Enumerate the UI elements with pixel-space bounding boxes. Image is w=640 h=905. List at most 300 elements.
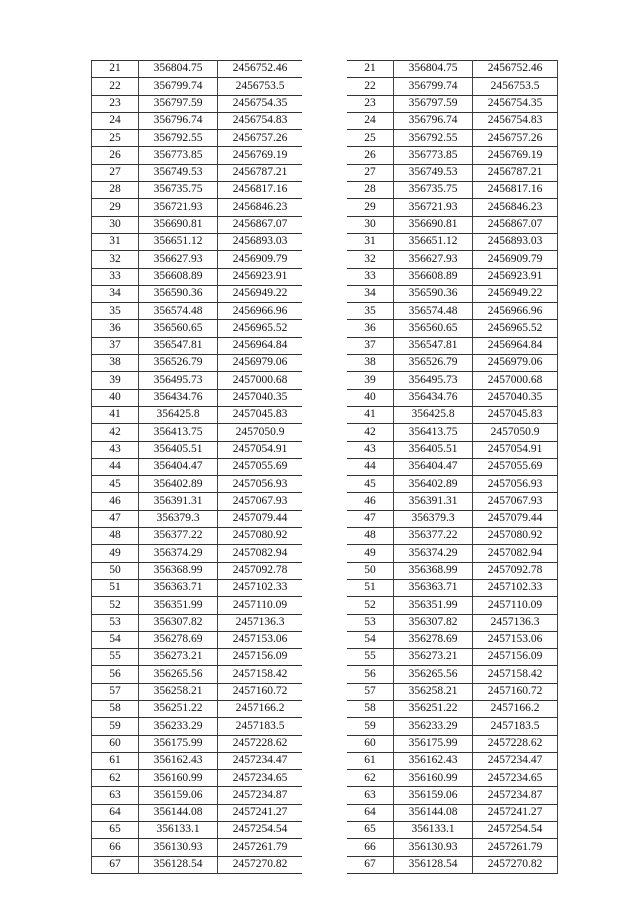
x-coordinate-cell: 356735.75 (139, 182, 218, 199)
y-coordinate-cell: 2456754.83 (218, 112, 303, 129)
table-row (347, 424, 558, 441)
point-number-cell: 62 (92, 770, 139, 787)
x-coordinate-cell: 356133.1 (139, 822, 218, 839)
y-coordinate-cell: 2456867.07 (473, 216, 558, 233)
x-coordinate-cell: 356608.89 (139, 268, 218, 285)
table-row (92, 597, 303, 614)
table-row (347, 61, 558, 78)
point-number-cell: 58 (92, 700, 139, 717)
table-row (347, 493, 558, 510)
point-number-cell: 22 (347, 78, 394, 95)
y-coordinate-cell: 2457234.65 (473, 770, 558, 787)
x-coordinate-cell: 356128.54 (394, 856, 473, 873)
x-coordinate-cell: 356804.75 (139, 61, 218, 78)
x-coordinate-cell: 356233.29 (394, 718, 473, 735)
y-coordinate-cell: 2457040.35 (218, 389, 303, 406)
x-coordinate-cell: 356735.75 (394, 182, 473, 199)
table-row (92, 182, 303, 199)
point-number-cell: 41 (347, 406, 394, 423)
x-coordinate-cell: 356374.29 (139, 545, 218, 562)
table-row (92, 164, 303, 181)
table-row (92, 649, 303, 666)
x-coordinate-cell: 356391.31 (394, 493, 473, 510)
table-row (347, 804, 558, 821)
point-number-cell: 36 (347, 320, 394, 337)
table-row (92, 476, 303, 493)
y-coordinate-cell: 2456923.91 (473, 268, 558, 285)
point-number-cell: 49 (347, 545, 394, 562)
table-row (92, 372, 303, 389)
table-row (92, 700, 303, 717)
table-row (92, 579, 303, 596)
x-coordinate-cell: 356273.21 (394, 649, 473, 666)
table-row (92, 839, 303, 856)
table-row (347, 251, 558, 268)
point-number-cell: 27 (92, 164, 139, 181)
x-coordinate-cell: 356495.73 (394, 372, 473, 389)
table-row (347, 770, 558, 787)
point-number-cell: 66 (92, 839, 139, 856)
x-coordinate-cell: 356160.99 (139, 770, 218, 787)
y-coordinate-cell: 2457067.93 (473, 493, 558, 510)
table-row (92, 545, 303, 562)
table-row (92, 147, 303, 164)
table-row (347, 631, 558, 648)
y-coordinate-cell: 2456787.21 (473, 164, 558, 181)
table-row (347, 545, 558, 562)
y-coordinate-cell: 2457228.62 (473, 735, 558, 752)
x-coordinate-cell: 356278.69 (139, 631, 218, 648)
table-row (347, 268, 558, 285)
point-number-cell: 25 (92, 130, 139, 147)
y-coordinate-cell: 2456965.52 (473, 320, 558, 337)
point-number-cell: 41 (92, 406, 139, 423)
table-row (92, 199, 303, 216)
table-row (347, 614, 558, 631)
point-number-cell: 53 (92, 614, 139, 631)
x-coordinate-cell: 356363.71 (139, 579, 218, 596)
x-coordinate-cell: 356130.93 (394, 839, 473, 856)
table-row (92, 389, 303, 406)
point-number-cell: 23 (347, 95, 394, 112)
table-row (347, 285, 558, 302)
y-coordinate-cell: 2457136.3 (218, 614, 303, 631)
point-number-cell: 48 (92, 528, 139, 545)
y-coordinate-cell: 2457234.47 (473, 752, 558, 769)
x-coordinate-cell: 356495.73 (139, 372, 218, 389)
x-coordinate-cell: 356590.36 (394, 285, 473, 302)
y-coordinate-cell: 2457000.68 (473, 372, 558, 389)
y-coordinate-cell: 2457136.3 (473, 614, 558, 631)
table-row (92, 130, 303, 147)
coordinate-table-right (347, 60, 558, 874)
x-coordinate-cell: 356651.12 (139, 233, 218, 250)
table-row (347, 389, 558, 406)
y-coordinate-cell: 2456846.23 (218, 199, 303, 216)
table-row (347, 476, 558, 493)
x-coordinate-cell: 356799.74 (139, 78, 218, 95)
point-number-cell: 26 (347, 147, 394, 164)
y-coordinate-cell: 2456909.79 (473, 251, 558, 268)
y-coordinate-cell: 2457270.82 (218, 856, 303, 873)
x-coordinate-cell: 356792.55 (139, 130, 218, 147)
point-number-cell: 24 (92, 112, 139, 129)
point-number-cell: 45 (92, 476, 139, 493)
y-coordinate-cell: 2456964.84 (218, 337, 303, 354)
table-row (92, 770, 303, 787)
table-row (347, 199, 558, 216)
table-row (347, 735, 558, 752)
point-number-cell: 39 (347, 372, 394, 389)
y-coordinate-cell: 2457080.92 (473, 528, 558, 545)
point-number-cell: 59 (347, 718, 394, 735)
point-number-cell: 50 (347, 562, 394, 579)
y-coordinate-cell: 2457110.09 (473, 597, 558, 614)
x-coordinate-cell: 356547.81 (394, 337, 473, 354)
x-coordinate-cell: 356526.79 (394, 355, 473, 372)
point-number-cell: 34 (92, 285, 139, 302)
point-number-cell: 64 (92, 804, 139, 821)
y-coordinate-cell: 2457055.69 (473, 458, 558, 475)
point-number-cell: 25 (347, 130, 394, 147)
x-coordinate-cell: 356413.75 (139, 424, 218, 441)
y-coordinate-cell: 2457110.09 (218, 597, 303, 614)
table-row (92, 735, 303, 752)
y-coordinate-cell: 2457082.94 (218, 545, 303, 562)
point-number-cell: 55 (92, 649, 139, 666)
table-row (347, 666, 558, 683)
x-coordinate-cell: 356351.99 (394, 597, 473, 614)
x-coordinate-cell: 356368.99 (139, 562, 218, 579)
x-coordinate-cell: 356258.21 (394, 683, 473, 700)
point-number-cell: 21 (347, 61, 394, 78)
coordinate-table-body (347, 61, 558, 874)
table-row (92, 268, 303, 285)
table-row (347, 856, 558, 873)
x-coordinate-cell: 356749.53 (139, 164, 218, 181)
table-row (347, 95, 558, 112)
table-row (347, 303, 558, 320)
x-coordinate-cell: 356130.93 (139, 839, 218, 856)
y-coordinate-cell: 2457160.72 (473, 683, 558, 700)
point-number-cell: 37 (92, 337, 139, 354)
table-row (347, 233, 558, 250)
coordinate-table-left (91, 60, 302, 874)
point-number-cell: 30 (347, 216, 394, 233)
point-number-cell: 44 (347, 458, 394, 475)
y-coordinate-cell: 2456964.84 (473, 337, 558, 354)
x-coordinate-cell: 356560.65 (139, 320, 218, 337)
table-row (92, 61, 303, 78)
x-coordinate-cell: 356608.89 (394, 268, 473, 285)
point-number-cell: 33 (347, 268, 394, 285)
table-row (347, 355, 558, 372)
x-coordinate-cell: 356278.69 (394, 631, 473, 648)
y-coordinate-cell: 2457234.87 (473, 787, 558, 804)
table-row (92, 752, 303, 769)
y-coordinate-cell: 2456949.22 (218, 285, 303, 302)
y-coordinate-cell: 2457045.83 (473, 406, 558, 423)
y-coordinate-cell: 2456846.23 (473, 199, 558, 216)
point-number-cell: 45 (347, 476, 394, 493)
y-coordinate-cell: 2457158.42 (473, 666, 558, 683)
table-row (92, 424, 303, 441)
x-coordinate-cell: 356425.8 (139, 406, 218, 423)
x-coordinate-cell: 356773.85 (394, 147, 473, 164)
point-number-cell: 54 (92, 631, 139, 648)
table-row (347, 822, 558, 839)
x-coordinate-cell: 356404.47 (394, 458, 473, 475)
point-number-cell: 29 (92, 199, 139, 216)
point-number-cell: 57 (347, 683, 394, 700)
table-row (92, 666, 303, 683)
table-row (347, 458, 558, 475)
y-coordinate-cell: 2456754.83 (473, 112, 558, 129)
x-coordinate-cell: 356251.22 (139, 700, 218, 717)
y-coordinate-cell: 2457067.93 (218, 493, 303, 510)
table-row (92, 528, 303, 545)
point-number-cell: 31 (92, 233, 139, 250)
point-number-cell: 21 (92, 61, 139, 78)
point-number-cell: 37 (347, 337, 394, 354)
x-coordinate-cell: 356258.21 (139, 683, 218, 700)
point-number-cell: 55 (347, 649, 394, 666)
y-coordinate-cell: 2457254.54 (473, 822, 558, 839)
y-coordinate-cell: 2456817.16 (218, 182, 303, 199)
table-row (347, 337, 558, 354)
point-number-cell: 42 (347, 424, 394, 441)
y-coordinate-cell: 2456754.35 (473, 95, 558, 112)
y-coordinate-cell: 2457082.94 (473, 545, 558, 562)
x-coordinate-cell: 356144.08 (139, 804, 218, 821)
point-number-cell: 65 (92, 822, 139, 839)
y-coordinate-cell: 2457056.93 (473, 476, 558, 493)
point-number-cell: 53 (347, 614, 394, 631)
x-coordinate-cell: 356690.81 (394, 216, 473, 233)
y-coordinate-cell: 2457270.82 (473, 856, 558, 873)
table-row (92, 458, 303, 475)
x-coordinate-cell: 356574.48 (139, 303, 218, 320)
x-coordinate-cell: 356402.89 (394, 476, 473, 493)
y-coordinate-cell: 2457166.2 (218, 700, 303, 717)
point-number-cell: 59 (92, 718, 139, 735)
table-row (92, 233, 303, 250)
table-row (92, 406, 303, 423)
x-coordinate-cell: 356404.47 (139, 458, 218, 475)
y-coordinate-cell: 2457261.79 (473, 839, 558, 856)
point-number-cell: 22 (92, 78, 139, 95)
table-row (347, 406, 558, 423)
table-row (92, 320, 303, 337)
x-coordinate-cell: 356307.82 (394, 614, 473, 631)
x-coordinate-cell: 356391.31 (139, 493, 218, 510)
y-coordinate-cell: 2457166.2 (473, 700, 558, 717)
point-number-cell: 29 (347, 199, 394, 216)
y-coordinate-cell: 2456893.03 (473, 233, 558, 250)
y-coordinate-cell: 2456752.46 (218, 61, 303, 78)
point-number-cell: 43 (347, 441, 394, 458)
table-row (347, 787, 558, 804)
x-coordinate-cell: 356425.8 (394, 406, 473, 423)
x-coordinate-cell: 356405.51 (139, 441, 218, 458)
x-coordinate-cell: 356374.29 (394, 545, 473, 562)
x-coordinate-cell: 356651.12 (394, 233, 473, 250)
table-row (347, 441, 558, 458)
point-number-cell: 48 (347, 528, 394, 545)
y-coordinate-cell: 2457102.33 (473, 579, 558, 596)
x-coordinate-cell: 356265.56 (394, 666, 473, 683)
point-number-cell: 30 (92, 216, 139, 233)
y-coordinate-cell: 2457054.91 (218, 441, 303, 458)
x-coordinate-cell: 356434.76 (139, 389, 218, 406)
x-coordinate-cell: 356133.1 (394, 822, 473, 839)
y-coordinate-cell: 2456966.96 (473, 303, 558, 320)
table-row (347, 216, 558, 233)
point-number-cell: 67 (92, 856, 139, 873)
point-number-cell: 26 (92, 147, 139, 164)
x-coordinate-cell: 356574.48 (394, 303, 473, 320)
table-row (92, 112, 303, 129)
y-coordinate-cell: 2457054.91 (473, 441, 558, 458)
point-number-cell: 63 (347, 787, 394, 804)
table-row (347, 700, 558, 717)
y-coordinate-cell: 2456979.06 (218, 355, 303, 372)
x-coordinate-cell: 356773.85 (139, 147, 218, 164)
table-row (92, 216, 303, 233)
table-row (92, 78, 303, 95)
point-number-cell: 36 (92, 320, 139, 337)
x-coordinate-cell: 356690.81 (139, 216, 218, 233)
point-number-cell: 38 (92, 355, 139, 372)
y-coordinate-cell: 2457079.44 (218, 510, 303, 527)
table-row (92, 562, 303, 579)
y-coordinate-cell: 2457045.83 (218, 406, 303, 423)
x-coordinate-cell: 356434.76 (394, 389, 473, 406)
point-number-cell: 60 (92, 735, 139, 752)
y-coordinate-cell: 2457056.93 (218, 476, 303, 493)
table-row (347, 510, 558, 527)
y-coordinate-cell: 2456909.79 (218, 251, 303, 268)
y-coordinate-cell: 2457156.09 (473, 649, 558, 666)
point-number-cell: 31 (347, 233, 394, 250)
table-row (92, 718, 303, 735)
point-number-cell: 28 (92, 182, 139, 199)
y-coordinate-cell: 2457153.06 (218, 631, 303, 648)
point-number-cell: 44 (92, 458, 139, 475)
table-row (347, 683, 558, 700)
y-coordinate-cell: 2456966.96 (218, 303, 303, 320)
table-row (347, 579, 558, 596)
table-row (92, 787, 303, 804)
y-coordinate-cell: 2457234.47 (218, 752, 303, 769)
y-coordinate-cell: 2457241.27 (218, 804, 303, 821)
x-coordinate-cell: 356159.06 (394, 787, 473, 804)
y-coordinate-cell: 2457234.87 (218, 787, 303, 804)
y-coordinate-cell: 2456752.46 (473, 61, 558, 78)
x-coordinate-cell: 356160.99 (394, 770, 473, 787)
x-coordinate-cell: 356273.21 (139, 649, 218, 666)
x-coordinate-cell: 356526.79 (139, 355, 218, 372)
x-coordinate-cell: 356547.81 (139, 337, 218, 354)
y-coordinate-cell: 2457000.68 (218, 372, 303, 389)
x-coordinate-cell: 356233.29 (139, 718, 218, 735)
point-number-cell: 62 (347, 770, 394, 787)
x-coordinate-cell: 356162.43 (394, 752, 473, 769)
y-coordinate-cell: 2457050.9 (473, 424, 558, 441)
x-coordinate-cell: 356797.59 (394, 95, 473, 112)
table-row (92, 95, 303, 112)
point-number-cell: 32 (347, 251, 394, 268)
point-number-cell: 40 (347, 389, 394, 406)
x-coordinate-cell: 356721.93 (394, 199, 473, 216)
point-number-cell: 49 (92, 545, 139, 562)
x-coordinate-cell: 356796.74 (139, 112, 218, 129)
x-coordinate-cell: 356627.93 (394, 251, 473, 268)
x-coordinate-cell: 356749.53 (394, 164, 473, 181)
point-number-cell: 56 (92, 666, 139, 683)
point-number-cell: 47 (92, 510, 139, 527)
point-number-cell: 52 (347, 597, 394, 614)
table-row (347, 372, 558, 389)
point-number-cell: 40 (92, 389, 139, 406)
y-coordinate-cell: 2457241.27 (473, 804, 558, 821)
x-coordinate-cell: 356379.3 (139, 510, 218, 527)
table-row (347, 562, 558, 579)
point-number-cell: 50 (92, 562, 139, 579)
point-number-cell: 46 (347, 493, 394, 510)
x-coordinate-cell: 356560.65 (394, 320, 473, 337)
y-coordinate-cell: 2457055.69 (218, 458, 303, 475)
x-coordinate-cell: 356128.54 (139, 856, 218, 873)
y-coordinate-cell: 2457153.06 (473, 631, 558, 648)
y-coordinate-cell: 2457234.65 (218, 770, 303, 787)
point-number-cell: 56 (347, 666, 394, 683)
y-coordinate-cell: 2457080.92 (218, 528, 303, 545)
x-coordinate-cell: 356402.89 (139, 476, 218, 493)
coordinate-table-body (92, 61, 303, 874)
y-coordinate-cell: 2456867.07 (218, 216, 303, 233)
table-row (347, 839, 558, 856)
y-coordinate-cell: 2456787.21 (218, 164, 303, 181)
x-coordinate-cell: 356175.99 (394, 735, 473, 752)
point-number-cell: 33 (92, 268, 139, 285)
x-coordinate-cell: 356368.99 (394, 562, 473, 579)
point-number-cell: 27 (347, 164, 394, 181)
point-number-cell: 42 (92, 424, 139, 441)
x-coordinate-cell: 356265.56 (139, 666, 218, 683)
y-coordinate-cell: 2456965.52 (218, 320, 303, 337)
point-number-cell: 61 (347, 752, 394, 769)
x-coordinate-cell: 356175.99 (139, 735, 218, 752)
point-number-cell: 47 (347, 510, 394, 527)
point-number-cell: 64 (347, 804, 394, 821)
table-row (347, 649, 558, 666)
x-coordinate-cell: 356721.93 (139, 199, 218, 216)
table-row (92, 631, 303, 648)
x-coordinate-cell: 356405.51 (394, 441, 473, 458)
point-number-cell: 51 (92, 579, 139, 596)
y-coordinate-cell: 2457158.42 (218, 666, 303, 683)
table-row (347, 182, 558, 199)
y-coordinate-cell: 2457102.33 (218, 579, 303, 596)
table-row (347, 597, 558, 614)
point-number-cell: 23 (92, 95, 139, 112)
point-number-cell: 57 (92, 683, 139, 700)
point-number-cell: 67 (347, 856, 394, 873)
point-number-cell: 43 (92, 441, 139, 458)
table-row (92, 822, 303, 839)
y-coordinate-cell: 2457160.72 (218, 683, 303, 700)
